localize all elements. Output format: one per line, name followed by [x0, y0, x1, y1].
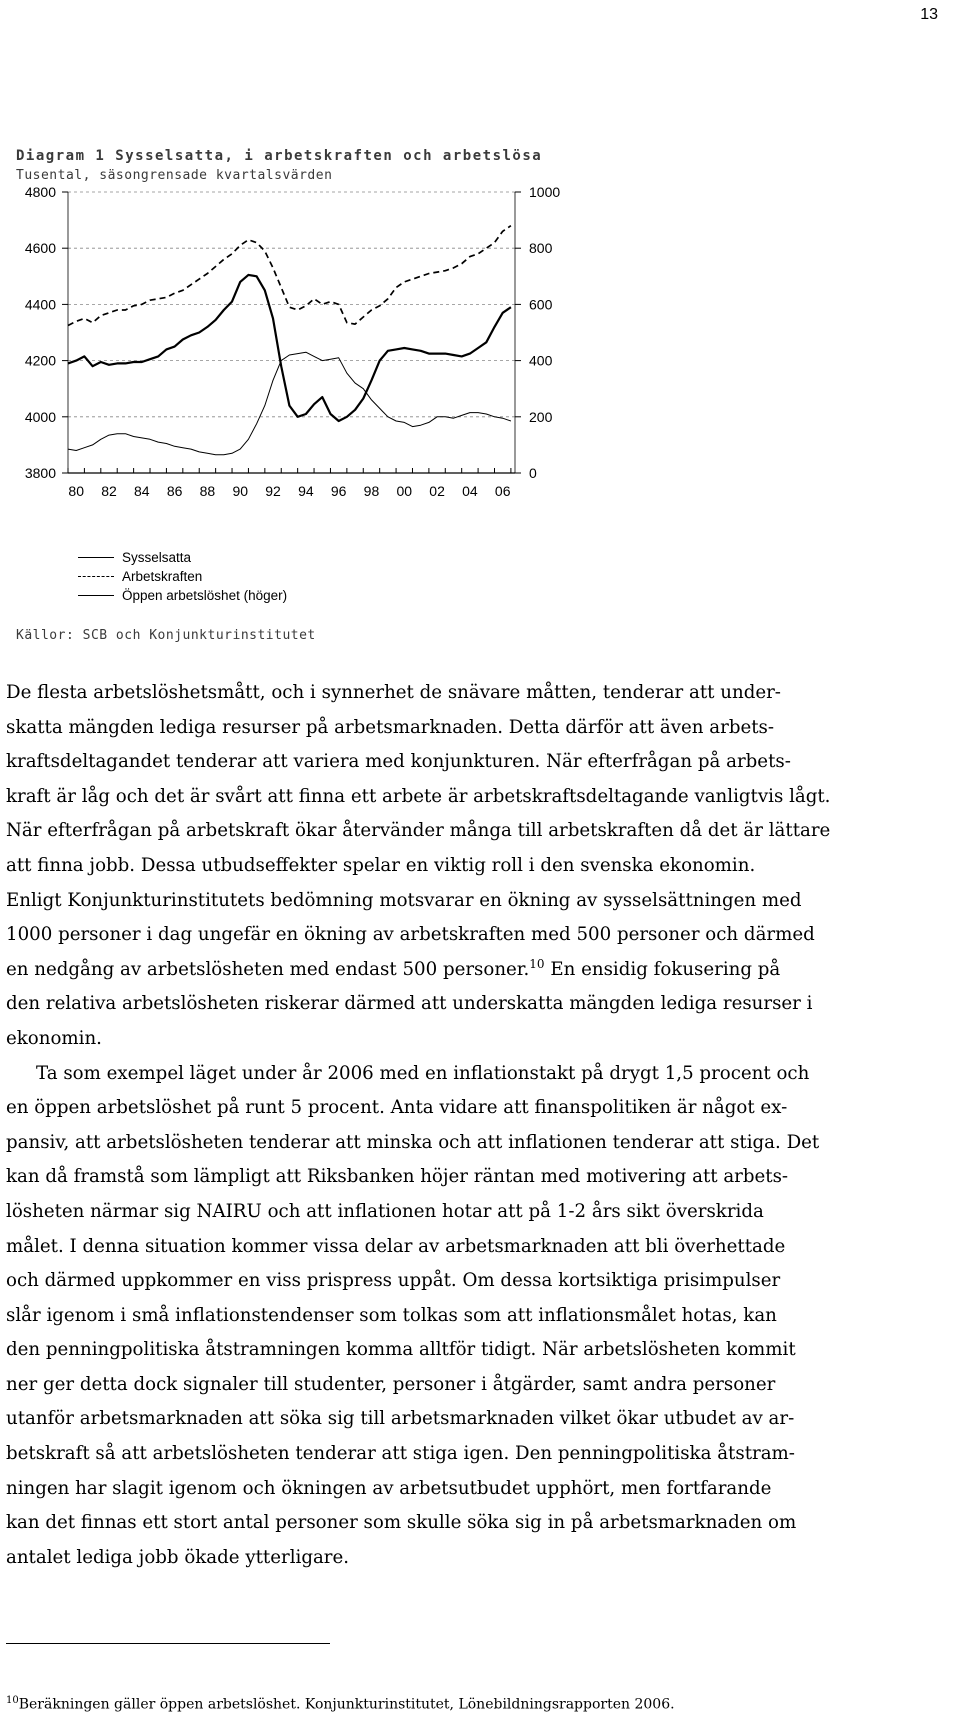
y-right-tick-label: 1000 — [529, 185, 561, 200]
text-line: ner ger detta dock signaler till studenter, personer i åtgärder, samt andra personer — [6, 1373, 776, 1395]
footnote-text: Beräkningen gäller öppen arbetslöshet. Konjunkturinstitutet, Lönebildningsrapporten 2006. — [18, 1696, 675, 1713]
x-tick-label: 04 — [462, 483, 478, 499]
text-line: lösheten närmar sig NAIRU och att inflationen hotar att på 1-2 års sikt överskrida — [6, 1200, 764, 1222]
y-left-tick-label: 4800 — [24, 185, 56, 200]
text-line: Enligt Konjunkturinstitutets bedömning motsvarar en ökning av sysselsättningen med — [6, 889, 802, 911]
text-line: slår igenom i små inflationstendenser som tolkas som att inflationsmålet hotas, kan — [6, 1304, 777, 1326]
chart-source: Källor: SCB och Konjunkturinstitutet — [16, 628, 316, 643]
x-tick-label: 00 — [396, 483, 413, 499]
legend-swatch-solid — [78, 557, 114, 558]
footnote-number: 10 — [6, 1695, 19, 1706]
text-line: den penningpolitiska åtstramningen komma alltför tidigt. När arbetslösheten kommit — [6, 1339, 796, 1361]
body-text — [6, 676, 950, 1575]
x-tick-label: 88 — [199, 483, 216, 499]
x-tick-label: 94 — [298, 483, 314, 499]
chart-legend — [78, 548, 287, 605]
text-line: en öppen arbetslöshet på runt 5 procent. Anta vidare att finanspolitiken är något ex- — [6, 1097, 788, 1119]
y-left-tick-label: 4200 — [24, 352, 56, 369]
text-line: När efterfrågan på arbetskraft ökar återvänder många till arbetskraften då det är lättare — [6, 820, 831, 842]
x-axis-ticks — [68, 483, 510, 499]
text-line: kan det finnas ett stort antal personer som skulle söka sig in på arbetsmarknaden om — [6, 1512, 797, 1534]
legend-label: Öppen arbetslöshet (höger) — [122, 588, 288, 603]
chart-subtitle: Tusental, säsongrensade kvartalsvärden — [16, 168, 333, 183]
series-line-solid — [68, 275, 511, 421]
text-line: ekonomin. — [6, 1027, 102, 1049]
x-tick-label: 06 — [494, 483, 511, 499]
legend-label: Sysselsatta — [122, 550, 192, 565]
text-line: kan då framstå som lämpligt att Riksbanken höjer räntan med motivering att arbets- — [6, 1166, 789, 1188]
text-line: kraftsdeltagandet tenderar att variera med konjunkturen. När efterfrågan på arbets- — [6, 751, 791, 773]
text-line: utanför arbetsmarknaden att söka sig till arbetsmarknaden vilket ökar utbudet av ar- — [6, 1408, 795, 1430]
text-line: betskraft så att arbetslösheten tenderar att stiga igen. Den penningpolitiska åtstram- — [6, 1443, 795, 1465]
x-tick-label: 80 — [68, 483, 84, 499]
text-line: antalet lediga jobb ökade ytterligare. — [6, 1546, 350, 1568]
chart-axes — [62, 192, 521, 473]
line-chart — [0, 185, 600, 545]
text-line: en nedgång av arbetslösheten med endast 500 personer. — [6, 958, 530, 980]
chart-grid — [68, 192, 515, 417]
text-line: kraft är låg och det är svårt att finna ett arbete är arbetskraftsdeltagande vanligtvis lågt. — [6, 785, 831, 807]
text-line: De flesta arbetslöshetsmått, och i synnerhet de snävare måtten, tenderar att under- — [6, 682, 781, 703]
chart-series — [68, 226, 511, 455]
x-tick-label: 96 — [330, 483, 347, 499]
text-line: Ta som exempel läget under år 2006 med en inflationstakt på drygt 1,5 procent och — [36, 1062, 810, 1084]
x-tick-label: 82 — [101, 483, 117, 499]
x-tick-label: 84 — [134, 483, 150, 499]
right-axis-ticks — [529, 185, 560, 481]
paragraph-2 — [6, 1057, 950, 1576]
y-right-tick-label: 0 — [529, 465, 537, 481]
legend-swatch-dashed — [78, 576, 114, 577]
x-tick-label: 02 — [429, 483, 445, 499]
text-line: skatta mängden lediga resurser på arbetsmarknaden. Detta därför att även arbets- — [6, 716, 775, 738]
text-line: den relativa arbetslösheten riskerar därmed att underskatta mängden lediga resurser i — [6, 993, 813, 1015]
footnote — [6, 1695, 675, 1713]
legend-item-sysselsatta — [78, 548, 287, 567]
x-tick-label: 98 — [363, 483, 380, 499]
legend-item-arbetskraften — [78, 567, 287, 586]
chart-title: Diagram 1 Sysselsatta, i arbetskraften och arbetslösa — [16, 148, 543, 164]
y-left-tick-label: 4600 — [24, 240, 56, 257]
y-left-tick-label: 3800 — [24, 465, 56, 481]
text-line: och därmed uppkommer en viss prispress uppåt. Om dessa kortsiktiga prisimpulser — [6, 1270, 781, 1292]
left-axis-ticks — [25, 185, 56, 481]
x-tick-label: 92 — [265, 483, 281, 499]
text-line: pansiv, att arbetslösheten tenderar att minska och att inflationen tenderar att stiga. Det — [6, 1131, 820, 1153]
series-line-dashed — [68, 226, 511, 326]
paragraph-1 — [6, 676, 950, 1057]
y-right-tick-label: 800 — [529, 240, 553, 257]
footnote-reference[interactable]: 10 — [529, 956, 545, 971]
y-right-tick-label: 400 — [529, 352, 553, 369]
text-line: 1000 personer i dag ungefär en ökning av arbetskraften med 500 personer och därmed — [6, 924, 815, 946]
legend-item-oppen-arbetsloshet — [78, 586, 287, 605]
y-right-tick-label: 200 — [529, 408, 553, 425]
y-left-tick-label: 4400 — [24, 296, 56, 313]
text-line: ningen har slagit igenom och ökningen av arbetsutbudet upphört, men fortfarande — [6, 1477, 772, 1499]
footnote-divider — [6, 1643, 330, 1644]
legend-label: Arbetskraften — [122, 569, 203, 584]
legend-swatch-thin — [78, 595, 114, 596]
text-line: målet. I denna situation kommer vissa delar av arbetsmarknaden att bli överhettade — [6, 1235, 786, 1257]
page-number: 13 — [920, 6, 938, 23]
x-tick-label: 90 — [232, 483, 249, 499]
text-line: att finna jobb. Dessa utbudseffekter spelar en viktig roll i den svenska ekonomin. — [6, 854, 756, 876]
x-tick-label: 86 — [166, 483, 183, 499]
y-right-tick-label: 600 — [529, 296, 553, 313]
y-left-tick-label: 4000 — [24, 408, 56, 425]
text-line: En ensidig fokusering på — [544, 958, 781, 980]
